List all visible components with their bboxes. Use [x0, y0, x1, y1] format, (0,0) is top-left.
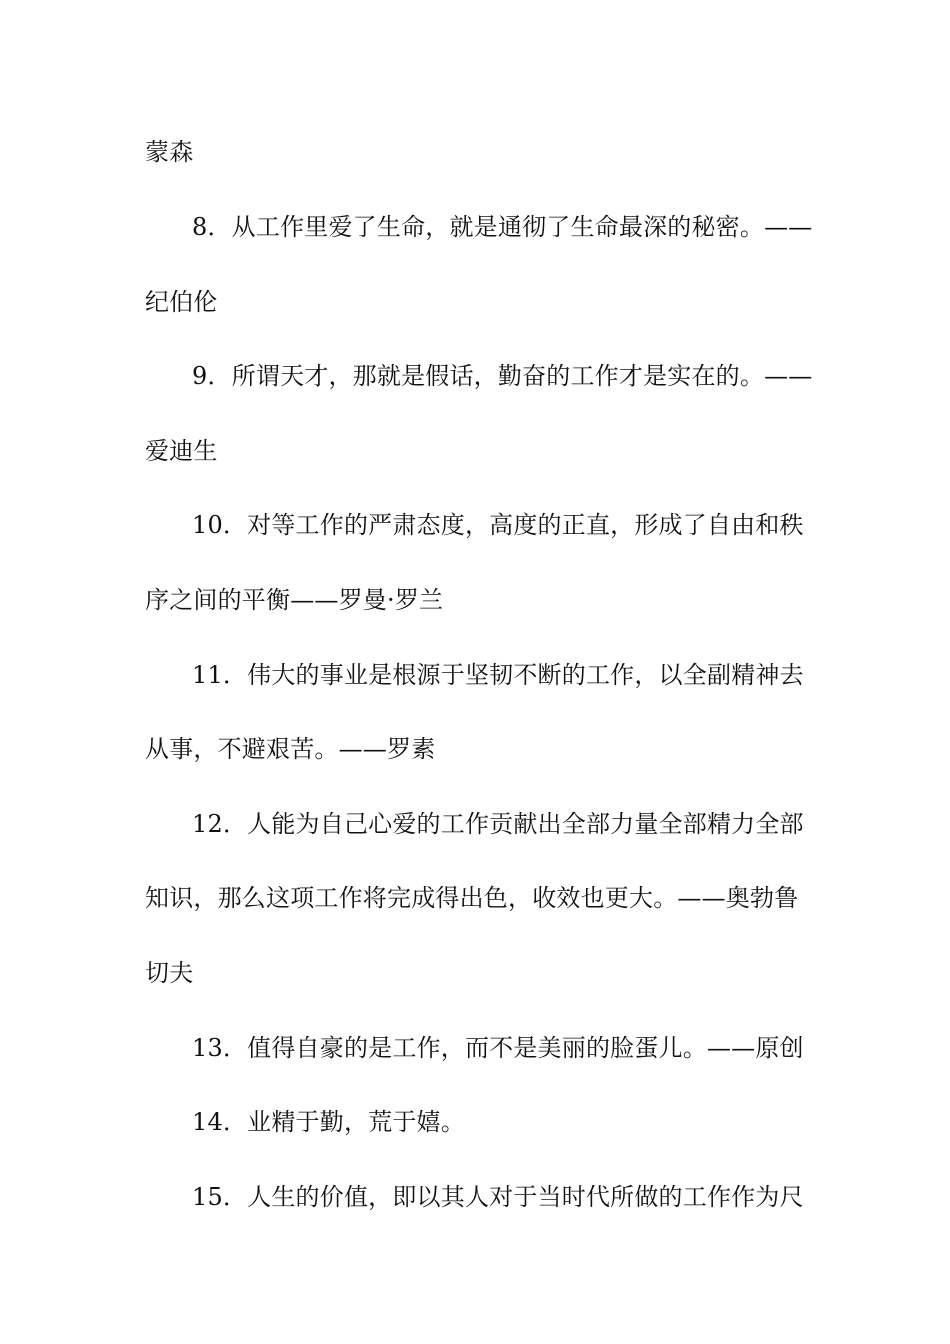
quote-11-line-1: 11．伟大的事业是根源于坚韧不断的工作，以全副精神去	[192, 661, 804, 689]
quote-11-line-2: 从事，不避艰苦。——罗素	[145, 735, 436, 763]
quote-10-line-2: 序之间的平衡——罗曼·罗兰	[145, 586, 444, 614]
quote-14-line-1: 14．业精于勤，荒于嬉。	[192, 1108, 465, 1136]
quote-12-attribution: 切夫	[145, 959, 194, 987]
quote-10-line-1: 10．对等工作的严肃态度，高度的正直，形成了自由和秩	[192, 511, 804, 539]
quote-9-attribution: 爱迪生	[145, 437, 218, 465]
quote-8-attribution: 纪伯伦	[145, 288, 218, 316]
quote-12-line-1: 12．人能为自己心爱的工作贡献出全部力量全部精力全部	[192, 810, 804, 838]
quote-8-line-1: 8．从工作里爱了生命，就是通彻了生命最深的秘密。——	[192, 213, 813, 241]
quote-15-line-1: 15．人生的价值，即以其人对于当时代所做的工作作为尺	[192, 1183, 804, 1211]
quote-9-line-1: 9．所谓天才，那就是假话，勤奋的工作才是实在的。——	[192, 362, 813, 390]
text-line: 蒙森	[145, 138, 194, 166]
quote-13-line-1: 13．值得自豪的是工作，而不是美丽的脸蛋儿。——原创	[192, 1034, 804, 1062]
quote-12-line-2: 知识，那么这项工作将完成得出色，收效也更大。——奥勃鲁	[145, 884, 799, 912]
